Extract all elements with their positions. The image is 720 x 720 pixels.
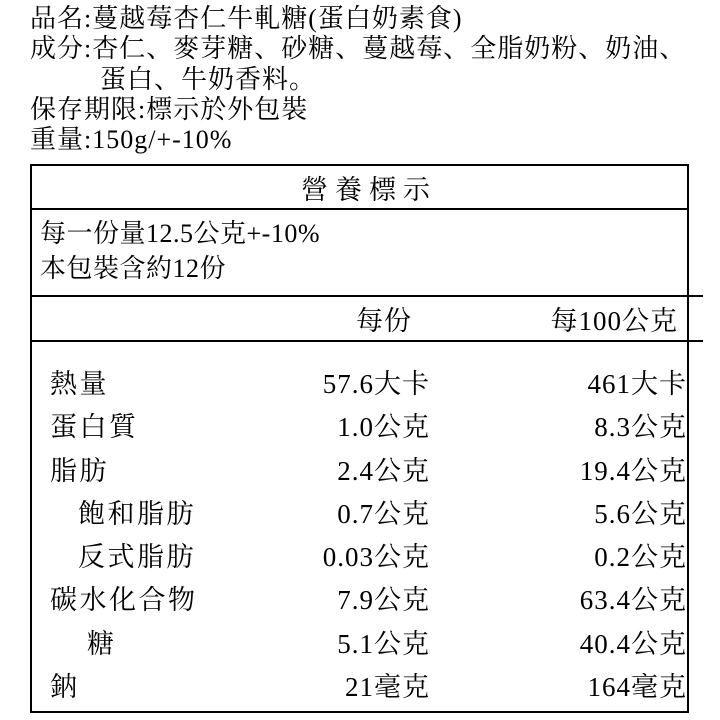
table-row-sodium [32,663,687,706]
nutrition-table-title-row [32,166,687,210]
nutrition-table [30,164,689,713]
servings-per-package-line: 本包裝含約12份 [40,254,227,283]
shelf-life-line: 保存期限:標示於外包裝 [30,94,309,124]
per-100g-value: 40.4公克 [579,628,687,659]
nutrition-table-title: 營養標示 [301,174,437,205]
table-row-trans-fat [32,533,687,576]
per-100g-value: 0.2公克 [594,542,687,573]
per-100g-value: 164毫克 [587,671,687,702]
header-band-rule-top [30,295,703,297]
product-info-block [30,4,710,155]
per-serving-value: 2.4公克 [337,455,430,486]
per-100g-value: 461大卡 [587,369,687,400]
table-row-calories [32,360,687,403]
table-row-saturated-fat [32,490,687,533]
column-header-per-100g: 每100公克 [550,306,678,336]
nutrient-label: 蛋白質 [50,412,139,443]
serving-info-section [32,210,687,295]
nutrient-label: 脂肪 [50,455,109,486]
nutrient-label: 反式脂肪 [78,542,196,573]
per-serving-value: 7.9公克 [337,585,430,616]
per-100g-value: 8.3公克 [594,412,687,443]
product-name-line: 品名:蔓越莓杏仁牛軋糖(蛋白奶素食) [30,4,463,33]
serving-size-line: 每一份量12.5公克+-10% [40,219,320,248]
ingredients-line-2: 蛋白、牛奶香料。 [100,64,317,94]
ingredients-line-1: 成分:杏仁、麥芽糖、砂糖、蔓越莓、全脂奶粉、奶油、 [30,34,687,64]
per-100g-value: 19.4公克 [579,455,687,486]
nutrient-label: 飽和脂肪 [78,498,196,529]
per-serving-value: 57.6大卡 [322,369,430,400]
per-serving-value: 21毫克 [345,671,430,702]
weight-line: 重量:150g/+-10% [30,125,233,155]
nutrient-label: 碳水化合物 [50,585,198,616]
nutrient-label: 糖 [87,628,117,659]
column-header-per-serving: 每份 [356,306,412,336]
nutrient-label: 熱量 [50,369,109,400]
nutrition-table-body [32,342,687,706]
table-row-fat [32,447,687,490]
per-serving-value: 0.03公克 [322,542,430,573]
per-serving-value: 1.0公克 [337,412,430,443]
table-row-carbohydrate [32,576,687,619]
per-100g-value: 63.4公克 [579,585,687,616]
per-serving-value: 0.7公克 [337,498,430,529]
table-row-sugar [32,620,687,663]
per-serving-value: 5.1公克 [337,628,430,659]
nutrient-label: 鈉 [50,671,80,702]
table-row-protein [32,403,687,446]
header-band-rule-bottom [30,340,703,342]
per-100g-value: 5.6公克 [594,498,687,529]
column-header-row [32,297,687,340]
